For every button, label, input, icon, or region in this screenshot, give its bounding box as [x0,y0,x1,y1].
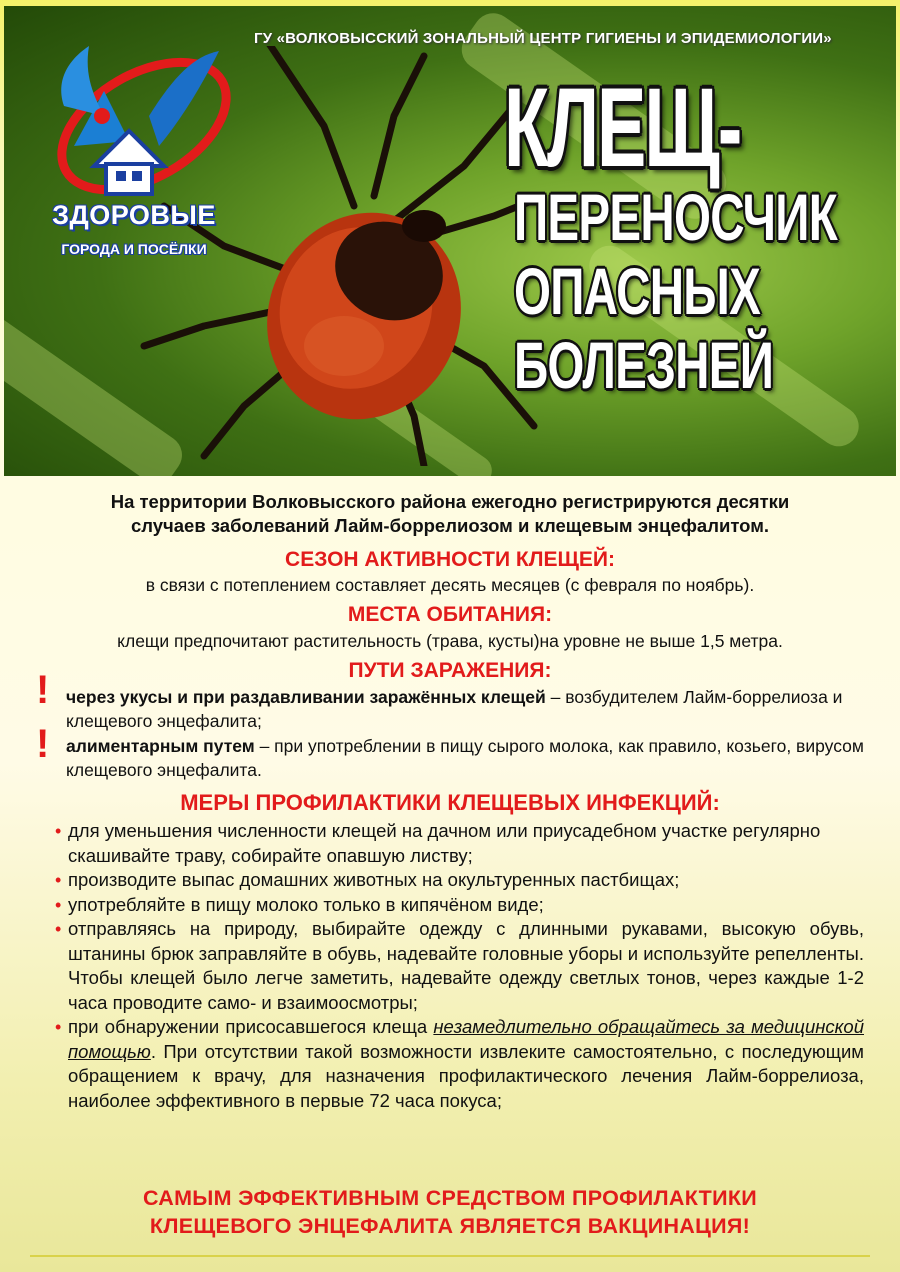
prevention-list [52,819,864,1113]
intro-text [0,490,900,538]
list-item: • при обнаружении присосавшегося клеща незамедлительно обращайтесь за медицинской помощью. При отсутствии такой возможности извлеките самостоятельно, с последующим обращением к врачу, для назначения профилактического лечения Лайм-боррелиоза, наиболее эффективного в первые 72 часа покуса; [55,1016,864,1111]
title-line-3: ОПАСНЫХ [514,254,761,328]
infection-item-food-rest: – при употреблении в пищу сырого молока, как правило, козьего, вирусом клещевого энцефалита. [66,736,864,780]
infection-heading: ПУТИ ЗАРАЖЕНИЯ: [348,659,552,682]
infection-item-bite [66,685,866,733]
bottom-divider [30,1255,870,1257]
seek-medical-help-emphasis: незамедлительно обращайтесь за медицинской помощью [68,1016,864,1062]
infection-item-bite-bold: через укусы и при раздавливании заражённых клещей [66,687,546,707]
exclamation-mark-2: ! [36,722,50,766]
hero-photo [4,6,896,476]
vaccination-line-1: САМЫМ ЭФФЕКТИВНЫМ СРЕДСТВОМ ПРОФИЛАКТИКИ [142,1186,758,1210]
logo-text-healthy: ЗДОРОВЫЕ [52,200,216,230]
poster-title [504,65,896,402]
exclamation-mark-1: ! [36,668,50,712]
list-item: • отправляясь на природу, выбирайте одежду с длинными рукавами, высокую обувь, штанины брюк заправляйте в обувь, надевайте головные уборы и используйте репелленты. Чтобы клещей было легче заметить, надевайте одежду светлых тонов, через каждые 1-2 часа проводите само- и взаимоосмотры; [55,918,864,1013]
intro-line-1: На территории Волковысского района ежегодно регистрируются десятки [110,491,790,512]
prevention-heading: МЕРЫ ПРОФИЛАКТИКИ КЛЕЩЕВЫХ ИНФЕКЦИЙ: [180,790,720,815]
organization-name: ГУ «ВОЛКОВЫССКИЙ ЗОНАЛЬНЫЙ ЦЕНТР ГИГИЕНЫ И ЭПИДЕМИОЛОГИИ» [254,30,832,47]
season-text: в связи с потеплением составляет десять месяцев (с февраля по ноябрь). [145,575,755,595]
healthy-cities-logo [34,36,234,266]
list-item: • производите выпас домашних животных на окультуренных пастбищах; [52,868,864,893]
list-item: • употребляйте в пищу молоко только в кипячёном виде; [52,893,864,918]
bullet-icon: • [55,894,62,915]
bullet-icon: • [55,870,62,890]
habitat-text: клещи предпочитают растительность (трава, кусты)на уровне не выше 1,5 метра. [117,631,783,651]
list-item: • для уменьшения численности клещей на дачном или приусадебном участке регулярно скашивайте траву, собирайте опавшую листву; [55,820,821,866]
title-line-1: КЛЕЩ- [504,65,741,190]
title-line-2: ПЕРЕНОСЧИК [514,180,838,254]
season-heading: СЕЗОН АКТИВНОСТИ КЛЕЩЕЙ: [285,548,615,571]
bullet-icon: • [55,919,62,939]
logo-text-cities: ГОРОДА И ПОСЁЛКИ [61,241,207,257]
infection-item-food-bold: алиментарным путем [66,736,255,756]
vaccination-line-2: КЛЕЩЕВОГО ЭНЦЕФАЛИТА ЯВЛЯЕТСЯ ВАКЦИНАЦИЯ! [149,1214,751,1238]
vaccination-callout [0,1184,900,1240]
infection-item-bite-rest: – возбудителем Лайм-боррелиоза и клещевого энцефалита; [66,687,843,731]
bullet-icon: • [55,821,62,841]
intro-line-2: случаев заболеваний Лайм-боррелиозом и клещевым энцефалитом. [130,515,770,536]
bullet-icon: • [55,1017,62,1037]
title-line-4: БОЛЕЗНЕЙ [514,328,774,402]
habitat-heading: МЕСТА ОБИТАНИЯ: [347,603,553,626]
infection-item-food [66,734,866,782]
